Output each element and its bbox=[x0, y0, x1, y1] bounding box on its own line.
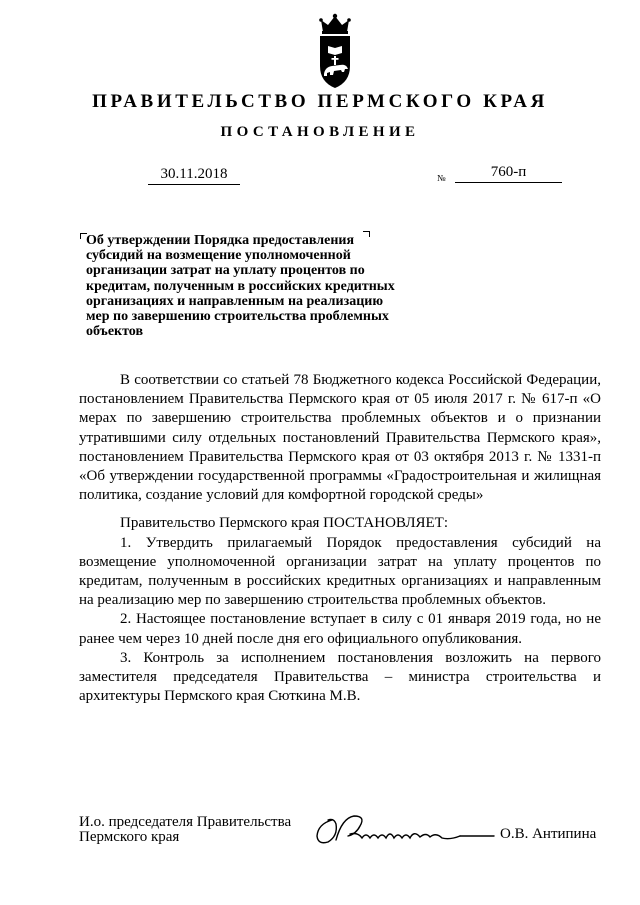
document-body bbox=[79, 371, 601, 706]
number-label: № bbox=[437, 173, 446, 183]
signatory-name: О.В. Антипина bbox=[500, 826, 597, 842]
resolution-line: Правительство Пермского края ПОСТАНОВЛЯЕТ: bbox=[120, 515, 449, 532]
document-date: 30.11.2018 bbox=[148, 166, 240, 185]
resolution-item: 1. Утвердить прилагаемый Порядок предоставления субсидий на возмещение уполномоченной организации затрат на уплату процентов по кредитам, полученным в российских кредитных организациях и направленным на реализацию мер по завершению строительства проблемных объектов. bbox=[79, 534, 601, 609]
preamble-paragraph: В соответствии со статьей 78 Бюджетного кодекса Российской Федерации, постановлением Правительства Пермского края от 05 июля 2017 г. № 617-п «О мерах по завершению строительства проблемных объектов и о признании утратившими силу отдельных постановлений Правительства Пермского края», постановлением Правительства Пермского края от 03 октября 2013 г. № 1331-п «Об утверждении государственной программы «Градостроительная и жилищная политика, создание условий для комфортной городской среды» bbox=[79, 372, 601, 504]
document-number: 760-п bbox=[455, 164, 562, 183]
document-type: ПОСТАНОВЛЕНИЕ bbox=[220, 124, 420, 140]
resolution-item: 2. Настоящее постановление вступает в силу с 01 января 2019 года, но не ранее чем через 10 дней после дня его официального опубликования. bbox=[79, 611, 601, 647]
handwritten-signature-icon bbox=[310, 810, 495, 850]
resolution-item: 3. Контроль за исполнением постановления возложить на первого заместителя председателя Правительства – министра строительства и архитектуры Пермского края Сюткина М.В. bbox=[79, 649, 601, 705]
government-title: ПРАВИТЕЛЬСТВО ПЕРМСКОГО КРАЯ bbox=[92, 91, 548, 112]
document-subject: Об утверждении Порядка предоставления субсидий на возмещение уполномоченной организации затрат на уплату процентов по кредитам, полученным в российских кредитных организациях и направленным на реализацию мер по завершению строительства проблемных объектов bbox=[86, 233, 395, 340]
signatory-position: И.о. председателя Правительства Пермского края bbox=[79, 814, 292, 845]
coat-of-arms-icon bbox=[303, 12, 367, 92]
